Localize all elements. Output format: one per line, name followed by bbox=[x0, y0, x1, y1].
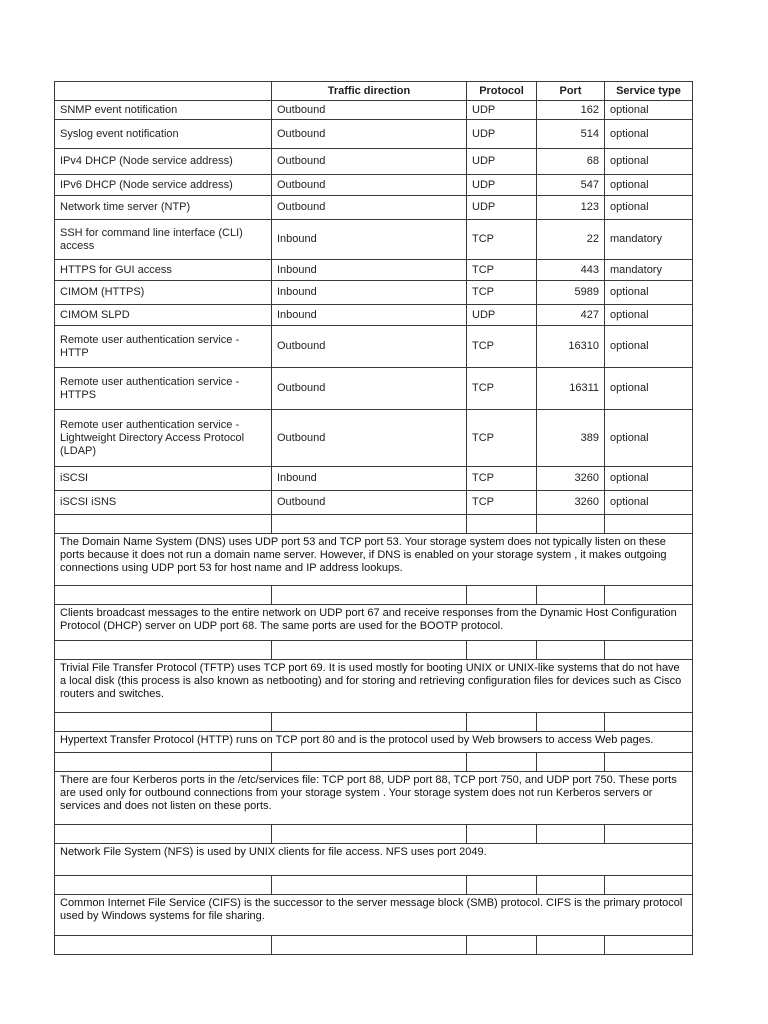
table-row bbox=[55, 491, 693, 515]
protocol-cell: TCP bbox=[467, 220, 537, 260]
note-text: Clients broadcast messages to the entire network on UDP port 67 and receive responses from the Dynamic Host Configuration Protocol (DHCP) server on UDP port 68. The same ports are used for the BOOTP protocol. bbox=[55, 605, 693, 641]
service-name-cell: IPv6 DHCP (Node service address) bbox=[55, 175, 272, 196]
traffic-direction-cell: Inbound bbox=[272, 260, 467, 281]
service-type-cell: optional bbox=[605, 120, 693, 149]
table-row bbox=[55, 467, 693, 491]
empty-cell bbox=[272, 713, 467, 732]
protocol-cell: UDP bbox=[467, 120, 537, 149]
traffic-direction-cell: Inbound bbox=[272, 281, 467, 305]
empty-cell bbox=[467, 713, 537, 732]
service-name-cell: Remote user authentication service - HTTP bbox=[55, 326, 272, 368]
traffic-direction-cell: Inbound bbox=[272, 220, 467, 260]
port-cell: 3260 bbox=[537, 467, 605, 491]
empty-cell bbox=[537, 936, 605, 955]
service-name-cell: iSCSI iSNS bbox=[55, 491, 272, 515]
empty-cell bbox=[55, 876, 272, 895]
empty-cell bbox=[467, 936, 537, 955]
table-body bbox=[55, 101, 693, 955]
empty-cell bbox=[537, 515, 605, 534]
header-service-type: Service type bbox=[605, 82, 693, 101]
service-name-cell: iSCSI bbox=[55, 467, 272, 491]
empty-cell bbox=[537, 586, 605, 605]
empty-cell bbox=[55, 753, 272, 772]
protocol-cell: TCP bbox=[467, 491, 537, 515]
empty-cell bbox=[605, 876, 693, 895]
empty-row bbox=[55, 515, 693, 534]
empty-cell bbox=[55, 713, 272, 732]
table-row bbox=[55, 149, 693, 175]
service-type-cell: optional bbox=[605, 175, 693, 196]
empty-row bbox=[55, 586, 693, 605]
note-row bbox=[55, 844, 693, 876]
empty-cell bbox=[55, 825, 272, 844]
service-name-cell: Remote user authentication service - Lightweight Directory Access Protocol (LDAP) bbox=[55, 410, 272, 467]
service-type-cell: optional bbox=[605, 101, 693, 120]
table-row bbox=[55, 368, 693, 410]
table-header-row bbox=[55, 82, 693, 101]
empty-cell bbox=[467, 586, 537, 605]
traffic-direction-cell: Inbound bbox=[272, 467, 467, 491]
empty-row bbox=[55, 641, 693, 660]
table-row bbox=[55, 305, 693, 326]
note-text: The Domain Name System (DNS) uses UDP port 53 and TCP port 53. Your storage system does not typically listen on these ports because it does not run a domain name server. However, if DNS is enabled on your storage system , it makes outgoing connections using UDP port 53 for host name and IP address lookups. bbox=[55, 534, 693, 586]
table-row bbox=[55, 326, 693, 368]
service-type-cell: optional bbox=[605, 196, 693, 220]
port-cell: 427 bbox=[537, 305, 605, 326]
protocol-cell: TCP bbox=[467, 260, 537, 281]
empty-cell bbox=[605, 936, 693, 955]
port-cell: 16311 bbox=[537, 368, 605, 410]
table-row bbox=[55, 101, 693, 120]
empty-cell bbox=[467, 641, 537, 660]
service-name-cell: HTTPS for GUI access bbox=[55, 260, 272, 281]
service-name-cell: IPv4 DHCP (Node service address) bbox=[55, 149, 272, 175]
port-cell: 22 bbox=[537, 220, 605, 260]
empty-cell bbox=[55, 586, 272, 605]
port-cell: 443 bbox=[537, 260, 605, 281]
empty-cell bbox=[605, 713, 693, 732]
note-row bbox=[55, 772, 693, 825]
traffic-direction-cell: Outbound bbox=[272, 175, 467, 196]
note-text: Common Internet File Service (CIFS) is the successor to the server message block (SMB) protocol. CIFS is the primary protocol used by Windows systems for file sharing. bbox=[55, 895, 693, 936]
port-cell: 3260 bbox=[537, 491, 605, 515]
protocol-cell: UDP bbox=[467, 305, 537, 326]
note-text: Network File System (NFS) is used by UNIX clients for file access. NFS uses port 2049. bbox=[55, 844, 693, 876]
service-type-cell: optional bbox=[605, 326, 693, 368]
service-type-cell: optional bbox=[605, 305, 693, 326]
note-text: Trivial File Transfer Protocol (TFTP) uses TCP port 69. It is used mostly for booting UNIX or UNIX-like systems that do not have a local disk (this process is also known as netbooting) and for storing and retrieving configuration files for devices such as Cisco routers and switches. bbox=[55, 660, 693, 713]
empty-row bbox=[55, 713, 693, 732]
empty-row bbox=[55, 825, 693, 844]
service-type-cell: optional bbox=[605, 491, 693, 515]
service-name-cell: CIMOM SLPD bbox=[55, 305, 272, 326]
empty-row bbox=[55, 876, 693, 895]
service-type-cell: optional bbox=[605, 149, 693, 175]
table-row bbox=[55, 220, 693, 260]
traffic-direction-cell: Outbound bbox=[272, 491, 467, 515]
service-type-cell: optional bbox=[605, 281, 693, 305]
service-name-cell: Network time server (NTP) bbox=[55, 196, 272, 220]
port-cell: 123 bbox=[537, 196, 605, 220]
table-row bbox=[55, 260, 693, 281]
traffic-direction-cell: Outbound bbox=[272, 368, 467, 410]
protocol-cell: TCP bbox=[467, 410, 537, 467]
port-cell: 162 bbox=[537, 101, 605, 120]
traffic-direction-cell: Outbound bbox=[272, 149, 467, 175]
protocol-cell: TCP bbox=[467, 368, 537, 410]
table-row bbox=[55, 175, 693, 196]
empty-cell bbox=[537, 876, 605, 895]
service-type-cell: optional bbox=[605, 410, 693, 467]
traffic-direction-cell: Outbound bbox=[272, 101, 467, 120]
protocol-cell: TCP bbox=[467, 281, 537, 305]
empty-cell bbox=[272, 753, 467, 772]
header-port: Port bbox=[537, 82, 605, 101]
port-cell: 514 bbox=[537, 120, 605, 149]
note-row bbox=[55, 660, 693, 713]
empty-cell bbox=[55, 641, 272, 660]
table-row bbox=[55, 120, 693, 149]
empty-cell bbox=[272, 515, 467, 534]
traffic-direction-cell: Outbound bbox=[272, 326, 467, 368]
note-row bbox=[55, 605, 693, 641]
service-name-cell: Remote user authentication service - HTTPS bbox=[55, 368, 272, 410]
empty-cell bbox=[605, 753, 693, 772]
service-type-cell: mandatory bbox=[605, 260, 693, 281]
protocol-cell: UDP bbox=[467, 149, 537, 175]
service-name-cell: Syslog event notification bbox=[55, 120, 272, 149]
empty-cell bbox=[272, 876, 467, 895]
header-name bbox=[55, 82, 272, 101]
note-text: There are four Kerberos ports in the /etc/services file: TCP port 88, UDP port 88, TCP port 750, and UDP port 750. These ports are used only for outbound connections from your storage system . Your storage system does not run Kerberos servers or services and does not listen on these ports. bbox=[55, 772, 693, 825]
empty-cell bbox=[537, 825, 605, 844]
note-row bbox=[55, 732, 693, 753]
port-cell: 389 bbox=[537, 410, 605, 467]
empty-cell bbox=[605, 825, 693, 844]
service-type-cell: optional bbox=[605, 467, 693, 491]
empty-cell bbox=[467, 515, 537, 534]
empty-row bbox=[55, 936, 693, 955]
table-row bbox=[55, 196, 693, 220]
protocol-cell: TCP bbox=[467, 467, 537, 491]
empty-cell bbox=[605, 515, 693, 534]
traffic-direction-cell: Outbound bbox=[272, 196, 467, 220]
empty-cell bbox=[272, 586, 467, 605]
empty-cell bbox=[467, 876, 537, 895]
empty-cell bbox=[537, 713, 605, 732]
traffic-direction-cell: Inbound bbox=[272, 305, 467, 326]
note-row bbox=[55, 534, 693, 586]
port-cell: 16310 bbox=[537, 326, 605, 368]
protocol-cell: UDP bbox=[467, 175, 537, 196]
empty-cell bbox=[605, 641, 693, 660]
service-name-cell: SSH for command line interface (CLI) access bbox=[55, 220, 272, 260]
service-type-cell: optional bbox=[605, 368, 693, 410]
empty-cell bbox=[537, 641, 605, 660]
service-type-cell: mandatory bbox=[605, 220, 693, 260]
header-protocol: Protocol bbox=[467, 82, 537, 101]
empty-cell bbox=[272, 641, 467, 660]
empty-cell bbox=[467, 825, 537, 844]
traffic-direction-cell: Outbound bbox=[272, 410, 467, 467]
traffic-direction-cell: Outbound bbox=[272, 120, 467, 149]
empty-cell bbox=[272, 936, 467, 955]
empty-row bbox=[55, 753, 693, 772]
empty-cell bbox=[55, 515, 272, 534]
table-row bbox=[55, 281, 693, 305]
ports-table bbox=[54, 81, 693, 955]
protocol-cell: UDP bbox=[467, 196, 537, 220]
note-row bbox=[55, 895, 693, 936]
port-cell: 5989 bbox=[537, 281, 605, 305]
empty-cell bbox=[272, 825, 467, 844]
empty-cell bbox=[55, 936, 272, 955]
protocol-cell: TCP bbox=[467, 326, 537, 368]
protocol-cell: UDP bbox=[467, 101, 537, 120]
empty-cell bbox=[605, 586, 693, 605]
port-cell: 547 bbox=[537, 175, 605, 196]
header-traffic-direction: Traffic direction bbox=[272, 82, 467, 101]
note-text: Hypertext Transfer Protocol (HTTP) runs on TCP port 80 and is the protocol used by Web browsers to access Web pages. bbox=[55, 732, 693, 753]
service-name-cell: CIMOM (HTTPS) bbox=[55, 281, 272, 305]
empty-cell bbox=[467, 753, 537, 772]
table-row bbox=[55, 410, 693, 467]
service-name-cell: SNMP event notification bbox=[55, 101, 272, 120]
port-cell: 68 bbox=[537, 149, 605, 175]
empty-cell bbox=[537, 753, 605, 772]
